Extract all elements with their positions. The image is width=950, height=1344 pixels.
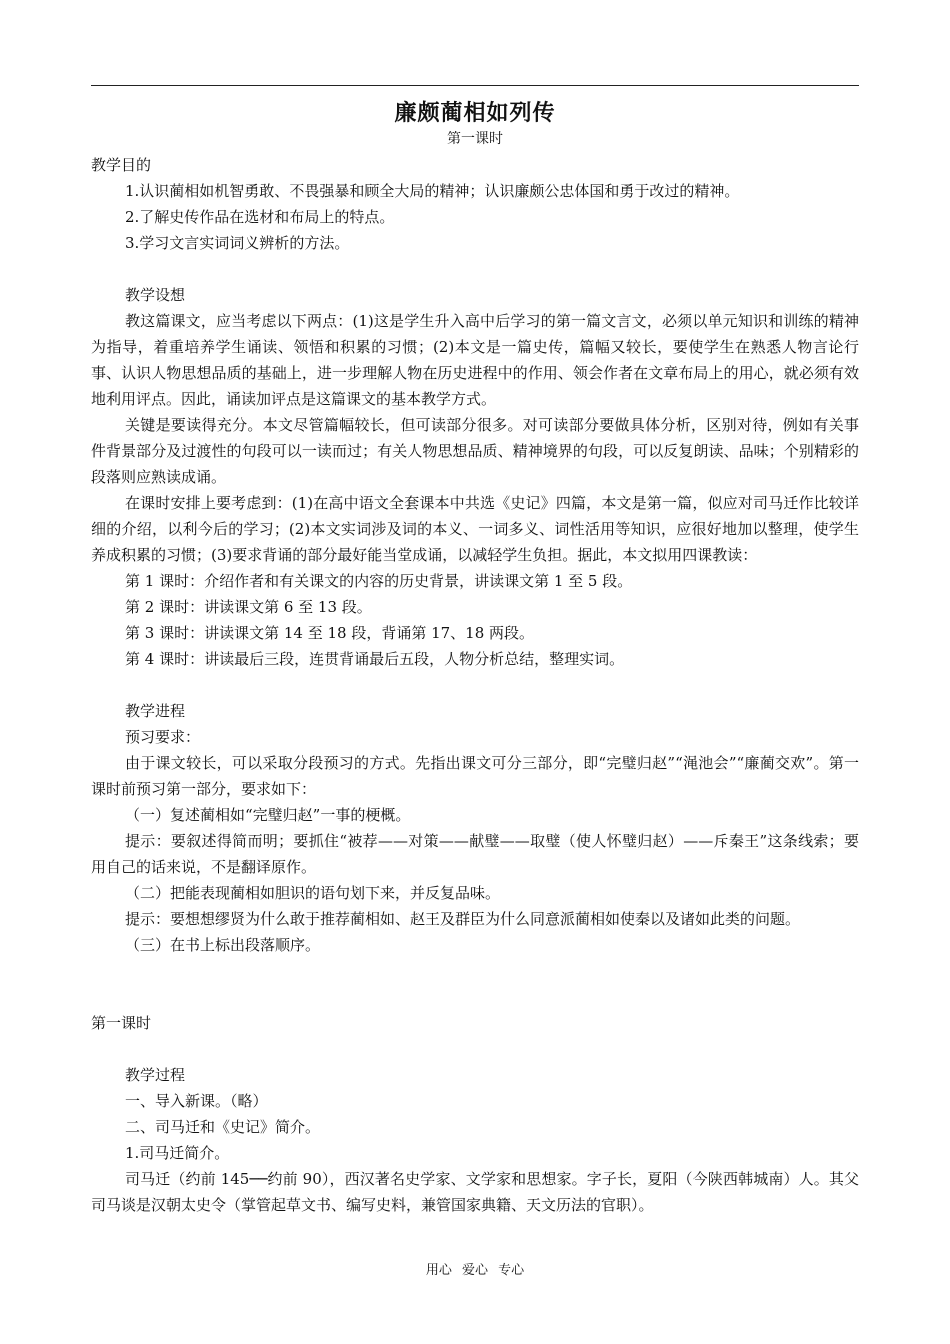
teaching-process-heading: 教学过程 xyxy=(125,1066,186,1084)
design-paragraph: 在课时安排上要考虑到：(1)在高中语文全套课本中共选《史记》四篇，本文是第一篇，似应对司马迁作比较详细的介绍，以利今后的学习；(2)本文实词涉及词的本义、一词多义、词性活用等知识，应很好地加以整理，使学生养成积累的习惯；(3)要求背诵的部分最好能当堂成诵，以减轻学生负担。据此，本文拟用四课教读： xyxy=(91,494,859,564)
objective-item: 3.学习文言实词词义辨析的方法。 xyxy=(125,234,350,252)
page-title: 廉颇蔺相如列传 xyxy=(394,100,556,126)
process-heading: 教学进程 xyxy=(125,702,186,720)
spacer xyxy=(91,256,859,282)
objective-item: 1.认识蔺相如机智勇敢、不畏强暴和顾全大局的精神；认识廉颇公忠体国和勇于改过的精神。 xyxy=(125,182,740,200)
design-heading: 教学设想 xyxy=(125,286,186,304)
page-footer: 用心 爱心 专心 xyxy=(425,1263,525,1278)
header-rule xyxy=(91,85,859,86)
preview-heading: 预习要求： xyxy=(125,728,201,746)
design-paragraph: 教这篇课文，应当考虑以下两点：(1)这是学生升入高中后学习的第一篇文言文，必须以单元知识和训练的精神为指导，着重培养学生诵读、领悟和积累的习惯；(2)本文是一篇史传，篇幅又较长，要使学生在熟悉人物言论行事、认识人物思想品质的基础上，进一步理解人物在历史进程中的作用、领会作者在文章布局上的用心，就必须有效地利用评点。因此，诵读加评点是这篇课文的基本教学方式。 xyxy=(91,312,859,408)
spacer xyxy=(91,1036,859,1062)
schedule-item: 第 4 课时：讲读最后三段，连贯背诵最后五段，人物分析总结，整理实词。 xyxy=(125,650,625,668)
preview-hint: 提示：要叙述得简而明；要抓住“被荐——对策——献璧——取璧（使人怀璧归赵）——斥秦王”这条线索；要用自己的话来说，不是翻译原作。 xyxy=(91,832,859,876)
objective-item: 2.了解史传作品在选材和布局上的特点。 xyxy=(125,208,395,226)
preview-item: （一）复述蔺相如“完璧归赵”一事的梗概。 xyxy=(125,806,411,824)
schedule-item: 第 2 课时：讲读课文第 6 至 13 段。 xyxy=(125,598,372,616)
preview-item: （二）把能表现蔺相如胆识的语句划下来，并反复品味。 xyxy=(125,884,501,902)
preview-paragraph: 由于课文较长，可以采取分段预习的方式。先指出课文可分三部分，即“完璧归赵”“渑池会”“廉蔺交欢”。第一课时前预习第一部分，要求如下： xyxy=(91,754,859,798)
spacer xyxy=(91,672,859,698)
sima-qian-paragraph: 司马迁（约前 145──约前 90），西汉著名史学家、文学家和思想家。字子长，夏阳（今陕西韩城南）人。其父司马谈是汉朝太史令（掌管起草文书、编写史料，兼管国家典籍、天文历法的官职）。 xyxy=(91,1170,859,1214)
teaching-step: 二、司马迁和《史记》简介。 xyxy=(125,1118,321,1136)
schedule-item: 第 3 课时：讲读课文第 14 至 18 段，背诵第 17、18 两段。 xyxy=(125,624,535,642)
lesson-one-heading: 第一课时 xyxy=(91,1014,152,1032)
spacer xyxy=(91,958,859,1010)
design-paragraph: 关键是要读得充分。本文尽管篇幅较长，但可读部分很多。对可读部分要做具体分析，区别对待，例如有关事件背景部分及过渡性的句段可以一读而过；有关人物思想品质、精神境界的句段，可以反复朗读、品味；个别精彩的段落则应熟读成诵。 xyxy=(91,416,859,486)
schedule-item: 第 1 课时：介绍作者和有关课文的内容的历史背景，讲读课文第 1 至 5 段。 xyxy=(125,572,633,590)
preview-hint: 提示：要想想缪贤为什么敢于推荐蔺相如、赵王及群臣为什么同意派蔺相如使秦以及诸如此类的问题。 xyxy=(125,910,801,928)
preview-item: （三）在书上标出段落顺序。 xyxy=(125,936,321,954)
page-subtitle: 第一课时 xyxy=(447,131,503,147)
objectives-heading: 教学目的 xyxy=(91,156,152,174)
teaching-step: 1.司马迁简介。 xyxy=(125,1144,230,1162)
teaching-step: 一、导入新课。（略） xyxy=(125,1092,268,1110)
document-body xyxy=(91,96,859,1218)
